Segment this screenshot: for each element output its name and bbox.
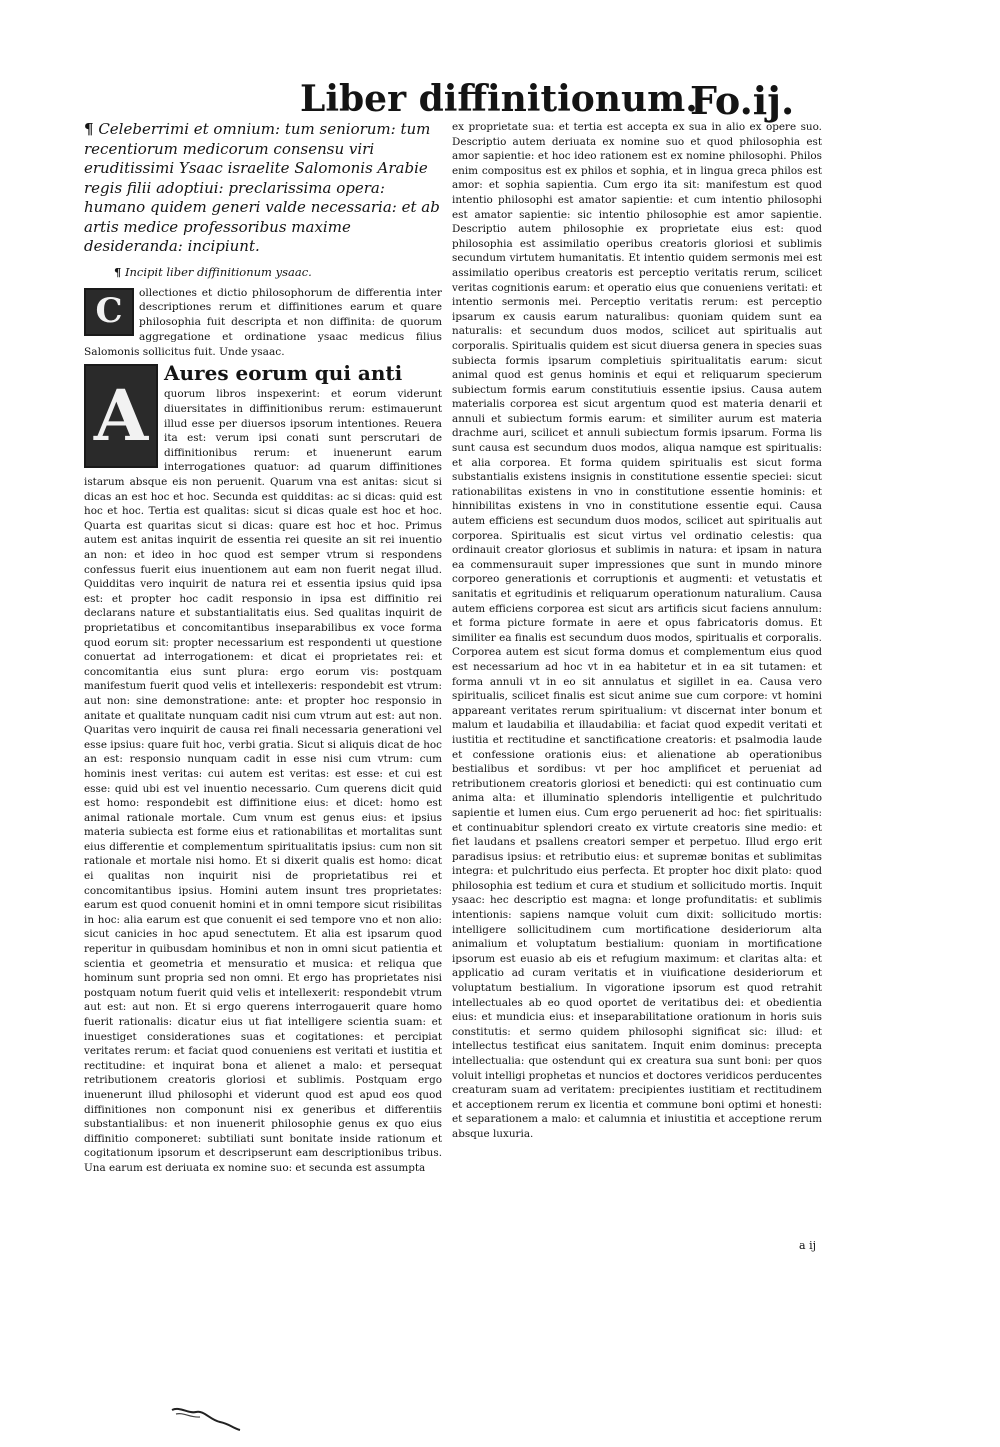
right-body-paragraph [452,120,822,1142]
prologue-text: ollectiones et dictio philosophorum de differentia inter descriptiones rerum et diffinitiones earum et quare philosophia fuit descripta et non diffinita: de quorum aggregatione et ordinatione ysaac medicus filius Salomonis sollicitus fuit. Unde ysaac. [84,286,442,358]
pen-scribble-mark [170,1402,242,1432]
left-body-text: quorum libros inspexerint: et eorum viderunt diuersitates in diffinitionibus rerum: estimauerunt illud esse per diuersos ipsorum intentiones. Reuera ita est: verum ipsi conati sunt perscrutari de diffinitionibus rerum: et inuenerunt earum interrogationes quatuor: ad quarum diffinitiones istarum absque eis non peruenit. Quarum vna est anitas: sicut si dicas an est hoc et hoc. Secunda est quidditas: ac si dicas: quid est hoc et hoc. Tertia est qualitas: sicut si dicas quale est hoc et hoc. Quarta est quaritas sicut si dicas: quare est hoc et hoc. Primus autem est anitas inquirit de essentia rei quesite an sit rei inuentio an non: et ideo in hoc quod est semper vtrum si respondens confessus fuerit eius inuentionem aut eam non fuerit negat illud. Quidditas vero inquirit de natura rei et essentia ipsius quid ipsa est: et propter hoc cadit responsio in ipsa est diffinitio rei declarans nature et substantialitatis eius. Sed qualitas inquirit de proprietatibus et concomitantibus inseparabilibus ex voce forma quod eorum sit: propter necessarium est respondenti ut questione conuertat ad interrogationem: et dicat ei proprietates rei: et concomitantia eius sunt plura: ergo eorum vis: postquam manifestum fuerit quod velis et intellexeris: respondebit est vtrum: aut non: sine demonstratione: ante: et propter hoc responsio in anitate et qualitate nunquam cadit nisi cum vtrum aut est: aut non. Quaritas vero inquirit de causa rei finali necessaria generationi vel esse ipsius: quare fuit hoc, verbi gratia. Sicut si aliquis dicat de hoc an est: responsio nunquam cadit in esse nisi cum vtrum: cum hominis inest veritas: cui autem est veritas: est esse: et cui est esse: quid ubi est vel inuentio necessario. Cum querens dicit quid est homo: respondebit est diffinitione eius: et dicet: homo est animal rationale mortale. Cum vnum est genus eius: et ipsius materia subiecta est forme eius et rationabilitas et mortalitas sunt eius differentie et complementum spiritualitatis ipsius: cum non sit rationale et mortale nisi homo. Et si dixerit qualis est homo: dicat ei qualitas non inquirit nisi de proprietatibus rei et concomitantibus ipsius. Homini autem insunt tres proprietates: earum est quod conuenit homini et in omni tempore sicut risibilitas in hoc: alia earum est que conuenit ei sed tempore vno et non alio: sicut canicies in hoc apud senectutem. Et alia est ipsarum quod reperitur in quibusdam hominibus et non in omni sicut patientia et scientia et geometria et mensuratio et musica: et reliqua que hominum sunt propria sed non omni. Et ergo has proprietates nisi postquam notum fuerit quid velis et intellexerit: respondebit vtrum aut est: aut non. Et si ergo querens interrogauerit quare homo fuerit rationalis: dicatur eius ut fiat intelligere scientia suam: et inuestiget considerationes suas et cogitationes: et percipiat veritates rerum: et faciat quod conueniens est veritati et iustitia et rectitudine: et inquirat bona et alienet a malo: et persequat retributionem creatoris gloriosi et sublimis. Postquam ergo inuenerunt illud philosophi et viderunt quod est apud eos quod diffinitiones non componunt nisi ex generibus et differentiis substantialibus: et non inuenerit philosophie genus ex quo eius diffinitio componeret: subtiliati sunt bonitate inside rationum et cogitationum ipsorum et descripserunt eam descriptionibus tribus. Una earum est deriuata ex nomine suo: et secunda est assumpta [84,388,442,1174]
decorated-initial-small: C [84,288,134,336]
book-heading-text: Incipit liber diffinitionum ysaac. [124,264,312,279]
prologue-paragraph [84,286,442,360]
opening-words: Aures eorum qui anti [164,361,403,386]
running-title: Liber diffinitionum. [300,78,698,120]
book-heading [114,264,442,280]
folio-number: Fo.ij. [690,78,795,123]
pilcrow-icon: ¶ [84,120,94,138]
signature-mark: a ij [799,1239,816,1252]
main-text-paragraph [84,361,442,1175]
incipit-title [84,120,442,257]
right-column [452,120,822,1258]
incipit-text: Celeberrimi et omnium: tum seniorum: tum recentiorum medicorum consensu viri eruditissimi Ysaac israelite Salomonis Arabie regis filii adoptiui: preclarissima opera: humano quidem generi valde necessaria: et ab artis medice professoribus maxime desideranda: incipiunt. [84,120,440,255]
left-column [84,120,442,1235]
pilcrow-icon: ¶ [114,264,122,279]
decorated-initial-large: A [84,364,158,468]
right-body-text: ex proprietate sua: et tertia est accepta ex sua in alio ex opere suo. Descriptio autem deriuata ex nomine suo et quod philosophia est amor sapientie: et hoc ideo rationem est ex nomine philosophi. Philos enim compositus est ex philos et sophia, et in lingua greca philos est amor: et sophia sapientia. Cum ergo ita sit: manifestum est quod intentio philosophi est amator sapientie: et cum intentio philosophi est amator sapientie: sic intentio philosophie est amor sapientie. Descriptio autem philosophie ex proprietate eius est: quod philosophia est assimilatio operibus creatoris gloriosi et sublimis secundum virtutem humanitatis. Et intentio quidem sermonis mei est assimilatio operibus creatoris est perceptio veritatis rerum, scilicet veritas cognitionis earum: et operatio eius que conueniens veritati: et intentio sermonis mei. Perceptio veritatis rerum: est perceptio ipsarum ex causis earum naturalibus: quoniam quidem sunt ea naturalis: et secundum duos modos, scilicet aut spiritualis aut corporalis. Spiritualis quidem est sicut diuersa genera in species suas subiecta formis ipsarum completiuis spiritualitatis earum: sicut animal quod est genus hominis et equi et reliquarum specierum subiectum formis earum constitutiuis essentie ipsius. Causa autem materialis corporea est sicut argentum quod est materia denarii et annuli et subiectum formis earum: et similiter aurum est materia drachme auri, scilicet et annuli subiectum formis ipsarum. Forma lis sunt causa est secundum duos modos, aliqua namque est spiritualis: et alia corporea. Et forma quidem spiritualis est sicut forma substantialis existens insignis in constitutione essentie speciei: sicut rationabilitas existens in vno in constitutione essentie hominis: et hinnibilitas existens in vno in constitutione essentie equi. Causa autem efficiens est secundum duos modos, scilicet aut spiritualis aut corporea. Spiritualis est sicut virtus vel ordinatio celestis: qua ordinauit creator gloriosus et sublimis in natura: et ipsam in natura ea commensurauit super impressiones que sunt in mundo minore corporeo generationis et corruptionis et augmenti: et vetustatis et sanitatis et egritudinis et reliquarum operationum naturalium. Causa autem efficiens corporea est sicut ars artificis sicut faciens annulum: et forma picture formate in aere et opus fabricatoris domus. Et similiter ea finalis est secundum duos modos, spiritualis et corporalis. Corporea autem est sicut forma domus et complementum eius quod est necessarium ad hoc vt in ea habitetur et in ea sit tutamen: et forma annuli vt in eo sit annulatus et sigillet in ea. Causa vero spiritualis, scilicet finalis est sicut anime sue cum corpore: vt homini appareant veritates rerum spiritualium: vt discernat inter bonum et malum et laudabilia et illaudabilia: et faciat quod expedit veritati et iustitia et rectitudine et sanctificatione creatoris: et psalmodia laude et confessione orationis eius: et alienatione ab operationibus bestialibus et sordibus: vt per hoc amplificet et perueniat ad retributionem creatoris gloriosi et benedicti: qui est continuatio cum anima alta: et illuminatio splendoris intelligentie et pulchritudo sapientie et lumen eius. Cum ergo peruenerit ad hoc: fiet spiritualis: et continuabitur splendori creato ex virtute creatoris sine medio: et fiet laudans et psallens creatori semper et perpetuo. Illud ergo erit paradisus ipsius: et retributio eius: et supremæ bonitas et sublimitas integra: et pulchritudo eius perfecta. Et propter hoc dixit plato: quod philosophia est tedium et cura et studium et sollicitudo mortis. Inquit ysaac: hec descriptio est magna: et longe profunditatis: et sublimis intentionis: sapiens namque voluit cum dixit: sollicitudo mortis: intelligere sollicitudinem cum mortificatione desideriorum alta animalium et voluptatum bestialium: quoniam in mortificatione ipsorum est euasio ab eis et refugium maximum: et claritas alta: et applicatio ad curam veritatis et in viuificatione desideriorum et voluptatum bestialium. In vigoratione ipsorum est quod retrahit intellectuales ab eo quod oportet de veritatibus dei: et obedientia eius: et mundicia eius: et inseparabilitatione orationum in horis suis constitutis: et sermo quidem philosophi significat sic: illud: et intellectus testificat eius sanitatem. Inquit enim dominus: precepta intellectualia: que ostendunt qui ex creatura sua sunt boni: per quos voluit intelligi prophetas et nuncios et doctores veridicos perducentes creaturam suam ad veritatem: precipientes iustitiam et rectitudinem et acceptionem rerum ex licentia et commune boni optimi et honesti: et separationem a malo: et calumnia et iniustitia et acceptione rerum absque luxuria. [452,121,822,1140]
